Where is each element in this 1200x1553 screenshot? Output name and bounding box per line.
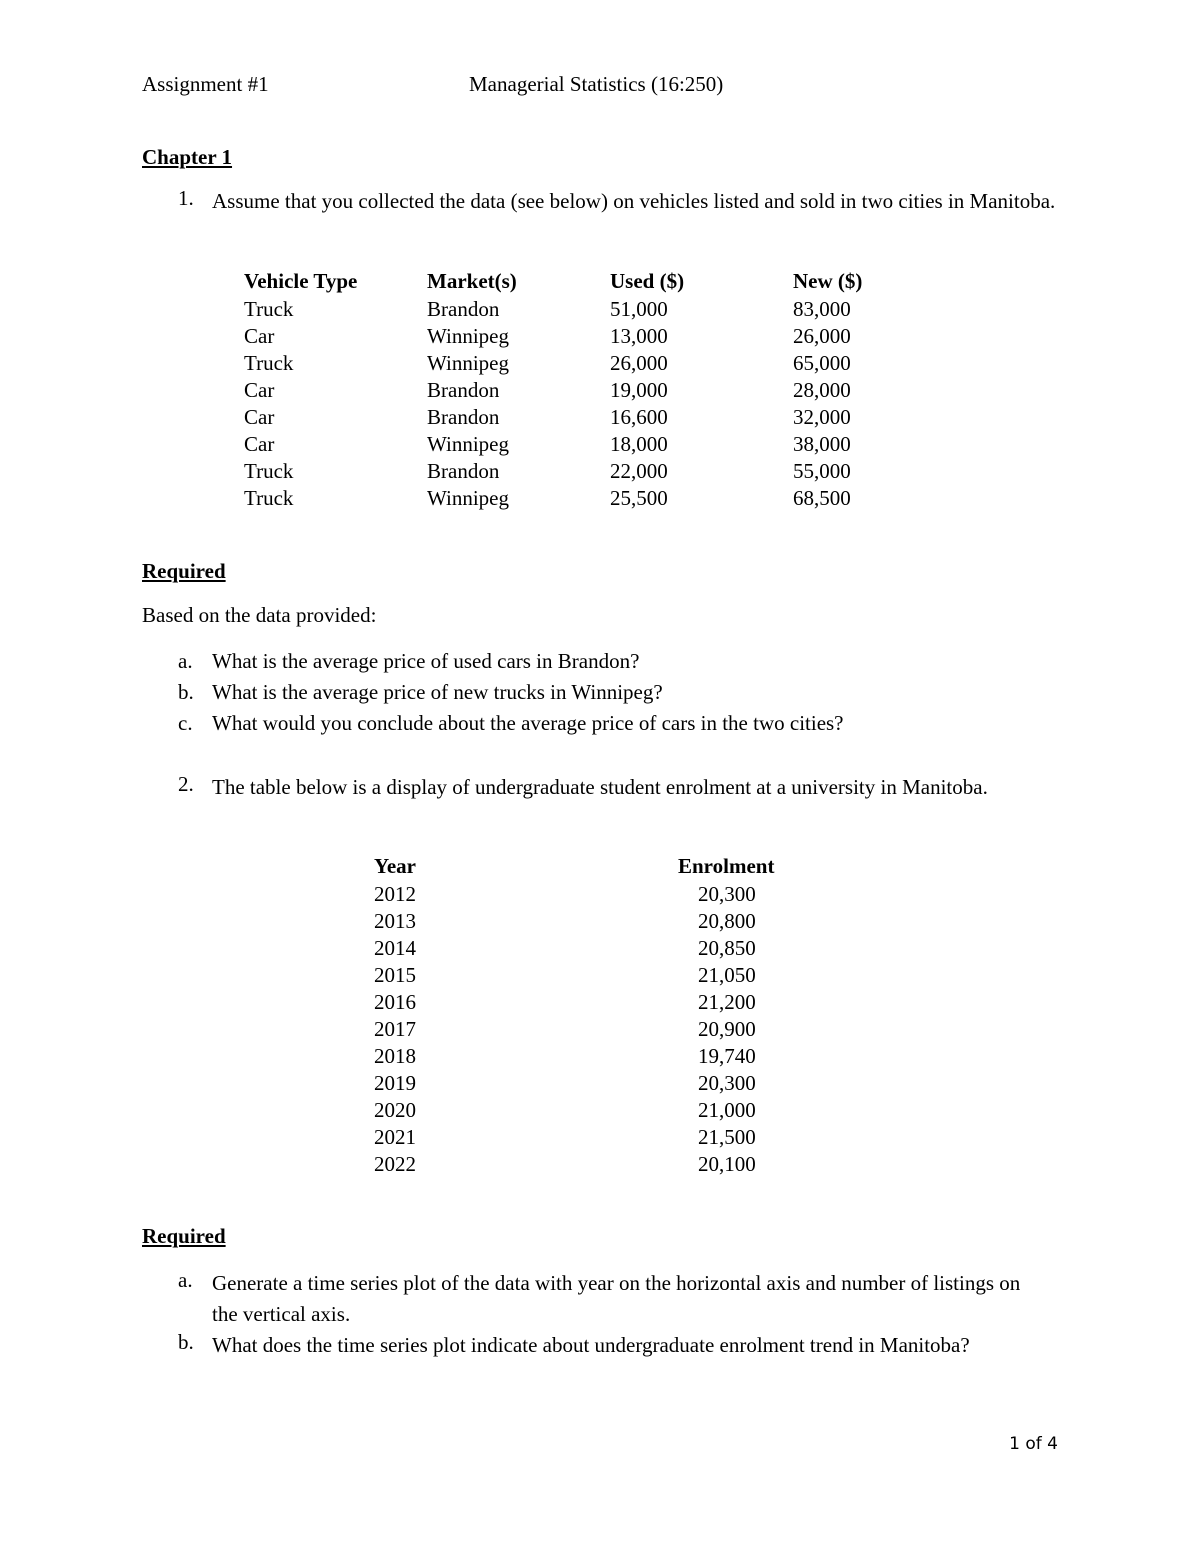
header-assignment-label: Assignment #1 bbox=[142, 72, 269, 96]
q1-item-text: What is the average price of new trucks in Winnipeg? bbox=[212, 680, 663, 704]
table-cell: 20,100 bbox=[698, 1151, 756, 1176]
table-row bbox=[374, 1016, 792, 1043]
table-cell: Winnipeg bbox=[427, 350, 509, 375]
table-row bbox=[244, 485, 893, 512]
table-cell: 2017 bbox=[374, 1016, 416, 1041]
table-cell: 20,900 bbox=[698, 1016, 756, 1041]
page-number: 1 of 4 bbox=[1009, 1434, 1058, 1454]
vehicle-col-header: New ($) bbox=[793, 269, 863, 294]
table-cell: 19,740 bbox=[698, 1043, 756, 1068]
table-row bbox=[244, 323, 893, 350]
table-cell: Brandon bbox=[427, 458, 500, 483]
q1-item-label: a. bbox=[178, 649, 193, 673]
table-cell: 2021 bbox=[374, 1124, 416, 1149]
enrolment-col-header: Enrolment bbox=[678, 854, 775, 879]
table-cell: Car bbox=[244, 404, 275, 429]
table-cell: Car bbox=[244, 377, 275, 402]
table-row bbox=[244, 377, 893, 404]
table-cell: Winnipeg bbox=[427, 323, 509, 348]
required-heading-2: Required bbox=[142, 1224, 226, 1248]
table-cell: Truck bbox=[244, 296, 294, 321]
header-course-title: Managerial Statistics (16:250) bbox=[469, 72, 724, 96]
table-cell: 20,300 bbox=[698, 881, 756, 906]
table-cell: 20,850 bbox=[698, 935, 756, 960]
table-cell: 13,000 bbox=[610, 323, 668, 348]
q2-item-text: Generate a time series plot of the data with year on the horizontal axis and number of listings on the vertical axis. bbox=[212, 1271, 1021, 1326]
table-row bbox=[244, 458, 893, 485]
table-cell: 55,000 bbox=[793, 458, 851, 483]
table-cell: 2020 bbox=[374, 1097, 416, 1122]
question-2-text: The table below is a display of undergraduate student enrolment at a university in Manitoba. bbox=[212, 775, 988, 799]
table-cell: Truck bbox=[244, 485, 294, 510]
table-cell: 2018 bbox=[374, 1043, 416, 1068]
table-cell: 2016 bbox=[374, 989, 416, 1014]
table-row bbox=[374, 962, 792, 989]
q2-item-label: b. bbox=[178, 1330, 194, 1354]
table-cell: 21,000 bbox=[698, 1097, 756, 1122]
q2-item-text: What does the time series plot indicate about undergraduate enrolment trend in Manitoba? bbox=[212, 1333, 970, 1357]
table-cell: Brandon bbox=[427, 296, 500, 321]
q1-item-text: What would you conclude about the average price of cars in the two cities? bbox=[212, 711, 844, 735]
question-1-text: Assume that you collected the data (see below) on vehicles listed and sold in two cities in Manitoba. bbox=[212, 189, 1056, 213]
vehicle-col-header: Vehicle Type bbox=[244, 269, 358, 294]
table-row bbox=[374, 1070, 792, 1097]
table-cell: 21,200 bbox=[698, 989, 756, 1014]
table-cell: 2013 bbox=[374, 908, 416, 933]
table-cell: 2015 bbox=[374, 962, 416, 987]
table-cell: 26,000 bbox=[610, 350, 668, 375]
table-cell: 20,300 bbox=[698, 1070, 756, 1095]
table-cell: 18,000 bbox=[610, 431, 668, 456]
table-cell: Car bbox=[244, 431, 275, 456]
table-cell: 2012 bbox=[374, 881, 416, 906]
table-cell: 38,000 bbox=[793, 431, 851, 456]
table-cell: 65,000 bbox=[793, 350, 851, 375]
table-cell: 28,000 bbox=[793, 377, 851, 402]
table-cell: 16,600 bbox=[610, 404, 668, 429]
q2-item-label: a. bbox=[178, 1268, 193, 1292]
table-cell: Brandon bbox=[427, 404, 500, 429]
table-row bbox=[374, 1043, 792, 1070]
table-row bbox=[374, 908, 792, 935]
table-cell: 21,500 bbox=[698, 1124, 756, 1149]
table-cell: 2014 bbox=[374, 935, 416, 960]
table-cell: Truck bbox=[244, 458, 294, 483]
table-row bbox=[374, 1124, 792, 1151]
table-row bbox=[374, 989, 792, 1016]
enrolment-col-header: Year bbox=[374, 854, 416, 879]
enrolment-table bbox=[374, 853, 792, 1178]
table-row bbox=[374, 881, 792, 908]
question-1-number: 1. bbox=[178, 186, 194, 210]
table-row bbox=[244, 296, 893, 323]
table-cell: 20,800 bbox=[698, 908, 756, 933]
question-2-number: 2. bbox=[178, 772, 194, 796]
required-intro: Based on the data provided: bbox=[142, 603, 377, 627]
table-cell: 25,500 bbox=[610, 485, 668, 510]
q1-item-label: c. bbox=[178, 711, 193, 735]
table-row bbox=[244, 404, 893, 431]
table-cell: 51,000 bbox=[610, 296, 668, 321]
table-cell: 19,000 bbox=[610, 377, 668, 402]
vehicle-col-header: Market(s) bbox=[427, 269, 517, 294]
required-heading-1: Required bbox=[142, 559, 226, 583]
table-cell: Truck bbox=[244, 350, 294, 375]
enrolment-table-header-row bbox=[374, 853, 792, 881]
table-cell: Winnipeg bbox=[427, 431, 509, 456]
table-cell: 68,500 bbox=[793, 485, 851, 510]
table-cell: 83,000 bbox=[793, 296, 851, 321]
table-row bbox=[244, 350, 893, 377]
table-cell: 2019 bbox=[374, 1070, 416, 1095]
q1-item-text: What is the average price of used cars in Brandon? bbox=[212, 649, 640, 673]
table-row bbox=[374, 1097, 792, 1124]
table-cell: Brandon bbox=[427, 377, 500, 402]
vehicle-price-table bbox=[244, 268, 893, 512]
table-cell: 22,000 bbox=[610, 458, 668, 483]
chapter-heading: Chapter 1 bbox=[142, 145, 233, 169]
table-row bbox=[374, 1151, 792, 1178]
table-cell: Winnipeg bbox=[427, 485, 509, 510]
vehicle-table-header-row bbox=[244, 268, 893, 296]
table-row bbox=[244, 431, 893, 458]
table-cell: Car bbox=[244, 323, 275, 348]
q1-item-label: b. bbox=[178, 680, 194, 704]
table-cell: 21,050 bbox=[698, 962, 756, 987]
table-cell: 26,000 bbox=[793, 323, 851, 348]
table-cell: 32,000 bbox=[793, 404, 851, 429]
table-row bbox=[374, 935, 792, 962]
table-cell: 2022 bbox=[374, 1151, 416, 1176]
vehicle-col-header: Used ($) bbox=[610, 269, 685, 294]
